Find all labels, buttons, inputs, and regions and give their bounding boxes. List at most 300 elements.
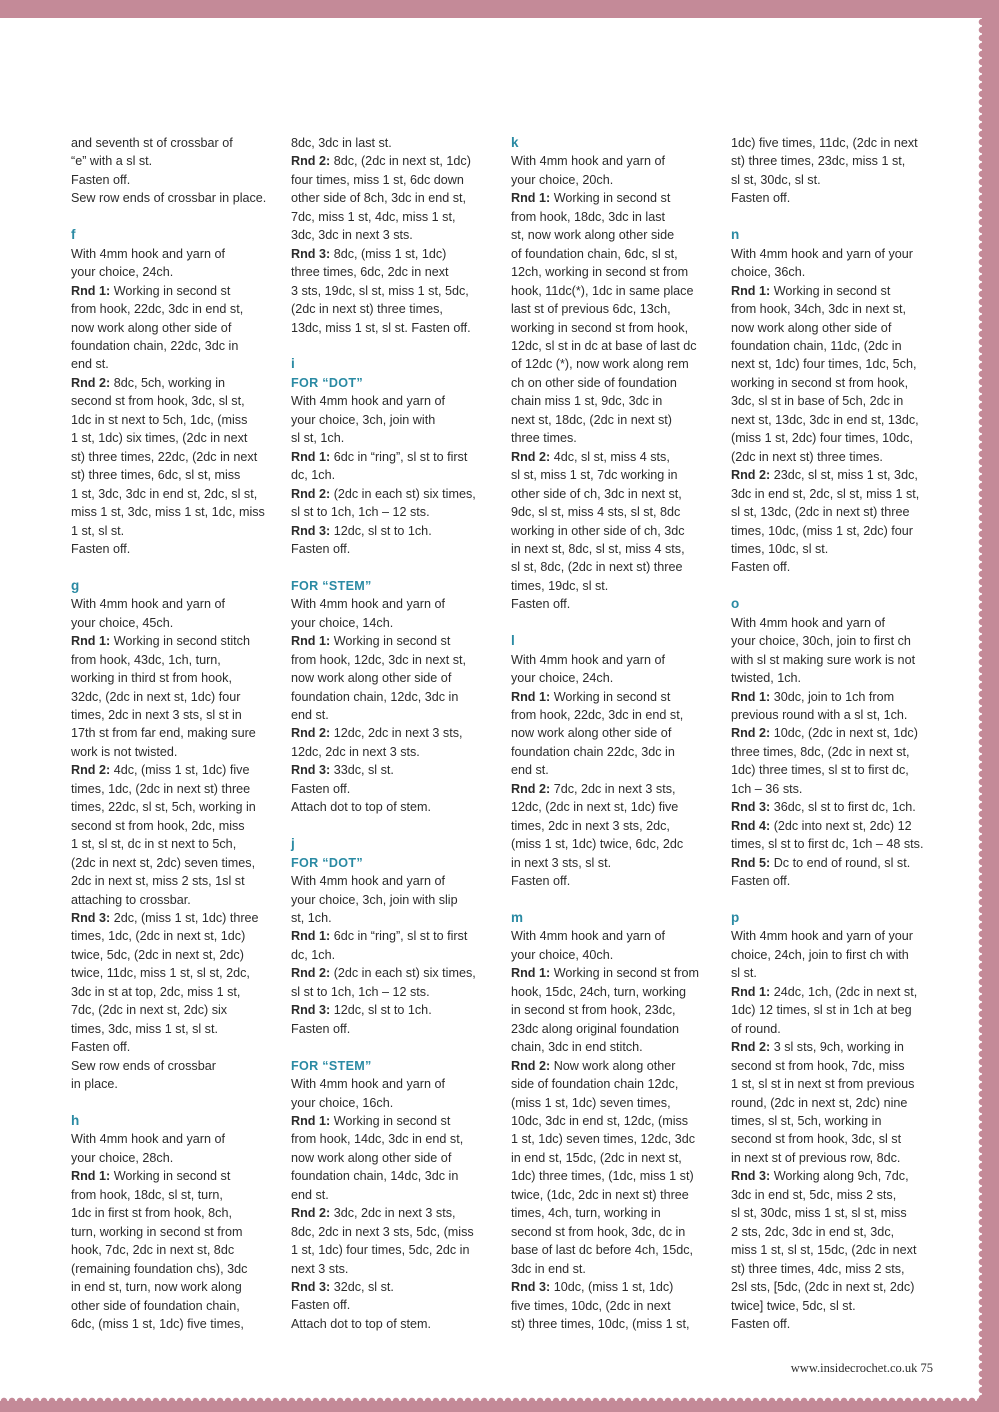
pattern-text-line: 1 st, sl st. — [71, 523, 125, 538]
pattern-text-line: choice, 36ch. — [731, 265, 806, 280]
pattern-text-line: Attach dot to top of stem. — [291, 1316, 432, 1331]
round-text: Working in second st — [113, 283, 231, 298]
round-instruction-line — [291, 152, 496, 170]
pattern-text-line: in end st, 15dc, (2dc in next st, — [511, 1150, 682, 1165]
pattern-text-line: Sew row ends of crossbar — [71, 1058, 216, 1073]
pattern-text-line: dc, 1ch. — [291, 947, 336, 962]
round-text: 10dc, (2dc in next st, 1dc) — [773, 726, 918, 741]
pattern-text-line: st) three times, 22dc, (2dc in next — [71, 449, 258, 464]
round-instruction-line — [291, 1204, 496, 1222]
pattern-text-line: 3 sts, 19dc, sl st, miss 1 st, 5dc, — [291, 283, 469, 298]
pattern-text-line: last st of previous 6dc, 13ch, — [511, 302, 671, 317]
pattern-text-line: foundation chain 22dc, 3dc in — [511, 744, 675, 759]
pattern-text-line: your choice, 30ch, join to first ch — [731, 634, 911, 649]
round-label: Rnd 2: — [731, 1040, 771, 1055]
round-label: Rnd 1: — [731, 689, 771, 704]
pattern-text-line: 23dc along original foundation — [511, 1021, 680, 1036]
pattern-text-line: st) three times, 23dc, miss 1 st, — [731, 154, 906, 169]
pattern-text-line: times, sl st to first dc, 1ch – 48 sts. — [731, 837, 924, 852]
pattern-text-line: With 4mm hook and yarn of — [511, 929, 665, 944]
pattern-text-line: sl st, 30dc, sl st. — [731, 172, 821, 187]
pattern-text-line: 3dc in end st, 5dc, miss 2 sts, — [731, 1187, 897, 1202]
pattern-text-line: end st. — [291, 1187, 329, 1202]
round-instruction-line — [731, 983, 936, 1001]
round-instruction-line — [731, 466, 936, 484]
sub-heading: FOR “DOT” — [291, 855, 363, 870]
pattern-text-line: (miss 1 st, 1dc) seven times, — [511, 1095, 671, 1110]
pattern-text-line: 3dc in end st, 2dc, sl st, miss 1 st, — [731, 486, 920, 501]
pattern-text-line: three times, 6dc, 2dc in next — [291, 265, 449, 280]
text-column-2 — [291, 134, 496, 1333]
round-text: 8dc, 5ch, working in — [113, 375, 225, 390]
pattern-text-line: With 4mm hook and yarn of — [291, 1077, 445, 1092]
section-letter-heading: m — [511, 910, 524, 925]
pattern-text-line: 10dc, 3dc in end st, 12dc, (miss — [511, 1113, 689, 1128]
pattern-text-line: end st. — [291, 708, 329, 723]
pattern-text-line: 1dc in st next to 5ch, 1dc, (miss — [71, 412, 248, 427]
pattern-text-line: 9dc, sl st, miss 4 sts, sl st, 8dc — [511, 505, 681, 520]
pattern-text-line: 7dc, miss 1 st, 4dc, miss 1 st, — [291, 209, 456, 224]
pattern-text-line: sl st, 1ch. — [291, 431, 345, 446]
pattern-text-line: now work along other side of — [731, 320, 892, 335]
pattern-text-line: now work along other side of — [291, 1150, 452, 1165]
pattern-text-line: previous round with a sl st, 1ch. — [731, 708, 908, 723]
page-footer — [768, 1361, 933, 1376]
pattern-text-line: foundation chain, 12dc, 3dc in — [291, 689, 459, 704]
round-text: Working in second st — [773, 283, 891, 298]
pattern-text-line: 2sl sts, [5dc, (2dc in next st, 2dc) — [731, 1280, 915, 1295]
text-column-1 — [71, 134, 276, 1333]
paragraph-gap — [511, 614, 716, 632]
round-text: 36dc, sl st to first dc, 1ch. — [773, 800, 916, 815]
pattern-text-line: next st, 1dc) four times, 1dc, 5ch, — [731, 357, 917, 372]
pattern-text-line: now work along other side of — [71, 320, 232, 335]
round-text: (2dc in each st) six times, — [333, 966, 476, 981]
pattern-text-line: from hook, 12dc, 3dc in next st, — [291, 652, 467, 667]
pattern-text-line: twice, 5dc, (2dc in next st, 2dc) — [71, 947, 244, 962]
round-text: 3 sl sts, 9ch, working in — [773, 1040, 904, 1055]
pattern-text-line: foundation chain, 14dc, 3dc in — [291, 1169, 459, 1184]
round-text: 6dc in “ring”, sl st to first — [333, 929, 468, 944]
pattern-text-line: work is not twisted. — [71, 744, 178, 759]
pattern-text-line: 2dc in next st, miss 2 sts, 1sl st — [71, 874, 245, 889]
round-text: (2dc in each st) six times, — [333, 486, 476, 501]
round-text: 6dc in “ring”, sl st to first — [333, 449, 468, 464]
pattern-text-line: sl st, 13dc, (2dc in next st) three — [731, 505, 910, 520]
pattern-text-line: sl st, 8dc, (2dc in next st) three — [511, 560, 683, 575]
pattern-text-line: With 4mm hook and yarn of — [731, 615, 885, 630]
round-label: Rnd 3: — [291, 1280, 331, 1295]
round-instruction-line — [511, 1057, 716, 1075]
pattern-text-line: 3dc in st at top, 2dc, miss 1 st, — [71, 984, 241, 999]
paragraph-gap — [291, 817, 496, 835]
round-label: Rnd 3: — [511, 1280, 551, 1295]
round-text: 12dc, 2dc in next 3 sts, — [333, 726, 463, 741]
pattern-text-line: second st from hook, 3dc, sl st, — [71, 394, 245, 409]
pattern-text-line: Fasten off. — [291, 781, 351, 796]
pattern-text-line: Fasten off. — [731, 191, 791, 206]
pattern-text-line: your choice, 28ch. — [71, 1150, 174, 1165]
pattern-text-line: With 4mm hook and yarn of your — [731, 246, 913, 261]
pattern-text-line: working in other side of ch, 3dc — [511, 523, 685, 538]
pattern-text-line: times, 3dc, miss 1 st, sl st. — [71, 1021, 218, 1036]
pattern-text-line: times, 1dc, (2dc in next st, 1dc) — [71, 929, 246, 944]
round-text: 8dc, (miss 1 st, 1dc) — [333, 246, 447, 261]
round-label: Rnd 1: — [291, 634, 331, 649]
round-label: Rnd 1: — [291, 1113, 331, 1128]
pattern-text-line: st) three times, 6dc, sl st, miss — [71, 468, 241, 483]
pattern-text-line: other side of foundation chain, — [71, 1298, 240, 1313]
pattern-text-line: 1dc) three times, sl st to first dc, — [731, 763, 909, 778]
round-label: Rnd 2: — [291, 1206, 331, 1221]
round-text: Working along 9ch, 7dc, — [773, 1169, 909, 1184]
round-instruction-line — [731, 1167, 936, 1185]
round-instruction-line — [731, 798, 936, 816]
round-label: Rnd 1: — [731, 283, 771, 298]
sub-heading: FOR “STEM” — [291, 578, 372, 593]
pattern-text-line: chain miss 1 st, 9dc, 3dc in — [511, 394, 663, 409]
round-label: Rnd 2: — [291, 486, 331, 501]
round-text: 4dc, sl st, miss 4 sts, — [553, 449, 670, 464]
pattern-text-line: Fasten off. — [71, 541, 131, 556]
round-instruction-line — [291, 1001, 496, 1019]
round-text: 4dc, (miss 1 st, 1dc) five — [113, 763, 250, 778]
scalloped-edge-right — [975, 18, 982, 1401]
page-number: 75 — [920, 1361, 933, 1375]
pattern-text-line: st) three times, 10dc, (miss 1 st, — [511, 1316, 690, 1331]
round-instruction-line — [71, 909, 276, 927]
section-letter-heading: g — [71, 577, 80, 593]
pattern-text-line: five times, 10dc, (2dc in next — [511, 1298, 671, 1313]
round-text: 23dc, sl st, miss 1 st, 3dc, — [773, 468, 918, 483]
pattern-text-line: and seventh st of crossbar of — [71, 136, 233, 150]
round-text: Now work along other — [553, 1058, 676, 1073]
round-instruction-line — [291, 1112, 496, 1130]
pattern-text-line: times, 10dc, (miss 1 st, 2dc) four — [731, 523, 913, 538]
round-label: Rnd 1: — [511, 966, 551, 981]
round-text: 10dc, (miss 1 st, 1dc) — [553, 1280, 674, 1295]
pattern-text-line: st, now work along other side — [511, 228, 675, 243]
section-letter-heading: f — [71, 227, 76, 243]
pattern-text-line: three times. — [511, 431, 577, 446]
round-instruction-line — [71, 374, 276, 392]
pattern-text-line: second st from hook, 7dc, miss — [731, 1058, 905, 1073]
round-text: 30dc, join to 1ch from — [773, 689, 895, 704]
round-label: Rnd 2: — [291, 726, 331, 741]
pattern-text-line: hook, 15dc, 24ch, turn, working — [511, 984, 687, 999]
pattern-text-line: second st from hook, 2dc, miss — [71, 818, 245, 833]
section-letter-heading: k — [511, 135, 519, 150]
round-instruction-line — [511, 1278, 716, 1296]
pattern-text-line: twisted, 1ch. — [731, 671, 801, 686]
paragraph-gap — [71, 558, 276, 576]
round-label: Rnd 1: — [71, 634, 111, 649]
pattern-text-line: (2dc in next st, 2dc) seven times, — [71, 855, 256, 870]
pattern-text-line: next 3 sts. — [291, 1261, 349, 1276]
pattern-text-line: st) three times, 4dc, miss 2 sts, — [731, 1261, 905, 1276]
round-text: Working in second st — [113, 1169, 231, 1184]
pattern-text-line: your choice, 20ch. — [511, 172, 614, 187]
pattern-text-line: now work along other side of — [291, 671, 452, 686]
text-column-3 — [511, 134, 716, 1333]
pattern-text-line: in second st from hook, 23dc, — [511, 1003, 676, 1018]
round-instruction-line — [731, 1038, 936, 1056]
pattern-text-line: 3dc in end st. — [511, 1261, 586, 1276]
pattern-text-line: miss 1 st, sl st, 15dc, (2dc in next — [731, 1243, 917, 1258]
pattern-text-line: three times, 8dc, (2dc in next st, — [731, 744, 910, 759]
round-label: Rnd 1: — [71, 1169, 111, 1184]
round-label: Rnd 1: — [291, 929, 331, 944]
round-instruction-line — [71, 761, 276, 779]
round-instruction-line — [731, 817, 936, 835]
paragraph-gap — [291, 1038, 496, 1056]
pattern-text-line: miss 1 st, 3dc, miss 1 st, 1dc, miss — [71, 505, 265, 520]
pattern-text-line: 1dc in first st from hook, 8ch, — [71, 1206, 232, 1221]
round-text: 2dc, (miss 1 st, 1dc) three — [113, 911, 259, 925]
pattern-text-line: (miss 1 st, 2dc) four times, 10dc, — [731, 431, 913, 446]
pattern-text-line: twice, (1dc, 2dc in next st) three — [511, 1187, 689, 1202]
pattern-text-line: turn, working in second st from — [71, 1224, 243, 1239]
pattern-text-line: ch on other side of foundation — [511, 375, 677, 390]
round-instruction-line — [291, 761, 496, 779]
pattern-text-line: hook, 7dc, 2dc in next st, 8dc — [71, 1243, 235, 1258]
pattern-text-line: chain, 3dc in end stitch. — [511, 1040, 643, 1055]
pattern-text-line: Fasten off. — [731, 874, 791, 889]
round-instruction-line — [731, 854, 936, 872]
pattern-text-line: With 4mm hook and yarn of — [291, 597, 445, 612]
round-instruction-line — [291, 724, 496, 742]
pattern-text-line: working in second st from hook, — [511, 320, 689, 335]
pattern-text-line: hook, 11dc(*), 1dc in same place — [511, 283, 694, 298]
pattern-text-line: (2dc in next st) three times, — [291, 302, 443, 317]
text-column-4 — [731, 134, 936, 1333]
pattern-text-line: st, 1ch. — [291, 910, 332, 925]
pattern-text-line: 1 st, 3dc, 3dc in end st, 2dc, sl st, — [71, 486, 258, 501]
paragraph-gap — [291, 558, 496, 576]
round-instruction-line — [511, 688, 716, 706]
section-letter-heading: i — [291, 356, 295, 372]
pattern-text-line: four times, miss 1 st, 6dc down — [291, 172, 464, 187]
paragraph-gap — [511, 891, 716, 909]
round-label: Rnd 2: — [71, 763, 111, 778]
round-instruction-line — [731, 688, 936, 706]
pattern-text-line: other side of 8ch, 3dc in end st, — [291, 191, 467, 206]
pattern-text-line: (remaining foundation chs), 3dc — [71, 1261, 248, 1276]
pattern-text-line: with sl st making sure work is not — [731, 652, 916, 667]
paragraph-gap — [71, 1094, 276, 1112]
round-label: Rnd 1: — [731, 984, 771, 999]
pattern-text-line: your choice, 40ch. — [511, 947, 614, 962]
paragraph-gap — [731, 577, 936, 595]
pattern-text-line: round, (2dc in next st, 2dc) nine — [731, 1095, 908, 1110]
pattern-text-line: 12dc, sl st in dc at base of last dc — [511, 338, 697, 353]
paragraph-gap — [731, 208, 936, 226]
round-instruction-line — [291, 485, 496, 503]
round-label: Rnd 2: — [291, 154, 331, 169]
round-label: Rnd 2: — [511, 1058, 551, 1073]
round-instruction-line — [511, 964, 716, 982]
pattern-text-line: your choice, 45ch. — [71, 615, 174, 630]
round-instruction-line — [511, 780, 716, 798]
round-text: Working in second st from — [553, 966, 700, 981]
pattern-text-line: 1 st, 1dc) six times, (2dc in next — [71, 431, 248, 446]
paragraph-gap — [71, 208, 276, 226]
round-label: Rnd 1: — [511, 689, 551, 704]
pattern-text-line: your choice, 24ch. — [71, 265, 174, 280]
pattern-text-line: sl st. — [731, 966, 757, 981]
pattern-text-line: 1 st, 1dc) seven times, 12dc, 3dc — [511, 1132, 696, 1147]
round-label: Rnd 1: — [71, 283, 111, 298]
pattern-text-line: With 4mm hook and yarn of — [511, 154, 665, 169]
pattern-text-line: Fasten off. — [511, 874, 571, 889]
pattern-text-line: in place. — [71, 1077, 118, 1092]
round-label: Rnd 3: — [291, 246, 331, 261]
pattern-text-line: base of last dc before 4ch, 15dc, — [511, 1243, 694, 1258]
pattern-text-line: times, 2dc in next 3 sts, 2dc, — [511, 818, 670, 833]
round-instruction-line — [731, 724, 936, 742]
round-text: Working in second stitch — [113, 634, 250, 649]
round-label: Rnd 5: — [731, 855, 771, 870]
round-text: 3dc, 2dc in next 3 sts, — [333, 1206, 456, 1221]
pattern-text-line: 12ch, working in second st from — [511, 265, 689, 280]
pattern-text-line: 1 st, sl st in next st from previous — [731, 1077, 915, 1092]
pattern-text-line: Attach dot to top of stem. — [291, 800, 432, 815]
round-label: Rnd 3: — [71, 911, 111, 925]
round-instruction-line — [291, 245, 496, 263]
pattern-text-line: times, 19dc, sl st. — [511, 578, 609, 593]
pattern-text-line: from hook, 22dc, 3dc in end st, — [511, 708, 684, 723]
round-instruction-line — [71, 282, 276, 300]
round-text: 12dc, sl st to 1ch. — [333, 1003, 432, 1018]
pattern-text-line: times, 1dc, (2dc in next st) three — [71, 781, 251, 796]
pattern-text-line: your choice, 24ch. — [511, 671, 614, 686]
pattern-text-line: 7dc, (2dc in next st, 2dc) six — [71, 1003, 228, 1018]
round-label: Rnd 2: — [71, 375, 111, 390]
pattern-text-line: other side of ch, 3dc in next st, — [511, 486, 682, 501]
round-text: Working in second st — [333, 634, 451, 649]
pattern-text-line: Sew row ends of crossbar in place. — [71, 191, 267, 206]
pattern-text-line: sl st, 30dc, miss 1 st, sl st, miss — [731, 1206, 907, 1221]
pattern-text-line: times, sl st, 5ch, working in — [731, 1113, 882, 1128]
pattern-text-line: of round. — [731, 1021, 781, 1036]
round-label: Rnd 3: — [731, 800, 771, 815]
pattern-text-line: your choice, 16ch. — [291, 1095, 394, 1110]
pattern-text-line: of foundation chain, 6dc, sl st, — [511, 246, 678, 261]
pattern-text-line: from hook, 18dc, sl st, turn, — [71, 1187, 223, 1202]
round-label: Rnd 2: — [731, 726, 771, 741]
sub-heading: FOR “STEM” — [291, 1058, 372, 1073]
pattern-text-line: 2 sts, 2dc, 3dc in end st, 3dc, — [731, 1224, 895, 1239]
round-text: 12dc, sl st to 1ch. — [333, 523, 432, 538]
pattern-text-line: Fasten off. — [731, 560, 791, 575]
pattern-text-line: in end st, turn, now work along — [71, 1280, 242, 1295]
pattern-text-line: sl st, miss 1 st, 7dc working in — [511, 468, 678, 483]
round-instruction-line — [511, 189, 716, 207]
pattern-text-line: 1 st, sl st, dc in st next to 5ch, — [71, 837, 237, 852]
pattern-text-line: 1dc) five times, 11dc, (2dc in next — [731, 136, 918, 150]
pattern-text-line: second st from hook, 3dc, dc in — [511, 1224, 686, 1239]
round-instruction-line — [291, 522, 496, 540]
pattern-text-line: 12dc, 2dc in next 3 sts. — [291, 744, 420, 759]
round-instruction-line — [291, 448, 496, 466]
round-instruction-line — [291, 1278, 496, 1296]
pattern-text-line: times, 10dc, sl st. — [731, 541, 829, 556]
pattern-text-line: (2dc in next st) three times. — [731, 449, 883, 464]
pattern-text-line: times, 4ch, turn, working in — [511, 1206, 661, 1221]
paragraph-gap — [731, 891, 936, 909]
pattern-text-line: Fasten off. — [71, 1040, 131, 1055]
pattern-text-line: working in third st from hook, — [71, 671, 232, 686]
pattern-text-line: foundation chain, 11dc, (2dc in — [731, 338, 902, 353]
pattern-text-line: 1dc) three times, (1dc, miss 1 st) — [511, 1169, 694, 1184]
pattern-text-line: from hook, 14dc, 3dc in end st, — [291, 1132, 464, 1147]
pattern-text-line: working in second st from hook, — [731, 375, 909, 390]
round-text: Working in second st — [553, 191, 671, 206]
pattern-text-line: from hook, 34ch, 3dc in next st, — [731, 302, 907, 317]
pattern-text-line: next st, 13dc, 3dc in end st, 13dc, — [731, 412, 919, 427]
pattern-text-line: 32dc, (2dc in next st, 1dc) four — [71, 689, 241, 704]
pattern-text-line: 8dc, 2dc in next 3 sts, 5dc, (miss — [291, 1224, 474, 1239]
pattern-text-line: second st from hook, 3dc, sl st — [731, 1132, 902, 1147]
pattern-text-line: from hook, 22dc, 3dc in end st, — [71, 302, 244, 317]
pattern-text-line: With 4mm hook and yarn of — [511, 652, 665, 667]
section-letter-heading: l — [511, 633, 515, 649]
round-label: Rnd 3: — [291, 523, 331, 538]
round-text: (2dc into next st, 2dc) 12 — [773, 818, 912, 833]
round-text: 32dc, sl st. — [333, 1280, 394, 1295]
pattern-text-line: 17th st from far end, making sure — [71, 726, 256, 741]
pattern-text-line: 8dc, 3dc in last st. — [291, 136, 392, 150]
pattern-text-line: times, 2dc in next 3 sts, sl st in — [71, 708, 242, 723]
pattern-text-line: from hook, 43dc, 1ch, turn, — [71, 652, 221, 667]
round-instruction-line — [511, 448, 716, 466]
pattern-text-line: Fasten off. — [291, 1021, 351, 1036]
round-label: Rnd 3: — [291, 1003, 331, 1018]
section-letter-heading: n — [731, 227, 740, 243]
round-label: Rnd 3: — [291, 763, 331, 778]
pattern-text-line: of 12dc (*), now work along rem — [511, 357, 689, 372]
pattern-text-line: 13dc, miss 1 st, sl st. Fasten off. — [291, 320, 471, 335]
round-instruction-line — [731, 282, 936, 300]
round-label: Rnd 2: — [291, 966, 331, 981]
pattern-text-line: attaching to crossbar. — [71, 892, 191, 907]
pattern-text-line: your choice, 3ch, join with — [291, 412, 436, 427]
round-text: Working in second st — [333, 1113, 451, 1128]
pattern-text-line: 6dc, (miss 1 st, 1dc) five times, — [71, 1316, 244, 1331]
round-instruction-line — [71, 632, 276, 650]
pattern-text-line: in next st, 8dc, sl st, miss 4 sts, — [511, 541, 685, 556]
pattern-text-line: in next 3 sts, sl st. — [511, 855, 612, 870]
round-text: 8dc, (2dc in next st, 1dc) — [333, 154, 471, 169]
pattern-text-line: “e” with a sl st. — [71, 154, 153, 169]
pattern-text-line: twice, 11dc, miss 1 st, sl st, 2dc, — [71, 966, 250, 981]
pattern-text-line: in next st of previous row, 8dc. — [731, 1150, 901, 1165]
round-text: 7dc, 2dc in next 3 sts, — [553, 781, 676, 796]
pattern-text-line: foundation chain, 22dc, 3dc in — [71, 338, 239, 353]
pattern-text-line: With 4mm hook and yarn of — [291, 394, 445, 409]
pattern-text-line: end st. — [71, 357, 109, 372]
pattern-text-line: Fasten off. — [291, 541, 351, 556]
pattern-text-line: With 4mm hook and yarn of — [291, 874, 445, 889]
pattern-text-line: twice] twice, 5dc, sl st. — [731, 1298, 856, 1313]
pattern-text-line: sl st to 1ch, 1ch – 12 sts. — [291, 984, 430, 999]
pattern-text-line: times, 22dc, sl st, 5ch, working in — [71, 800, 256, 815]
pattern-text-line: 12dc, (2dc in next st, 1dc) five — [511, 800, 679, 815]
round-instruction-line — [71, 1167, 276, 1185]
pattern-text-line: side of foundation chain 12dc, — [511, 1077, 679, 1092]
round-label: Rnd 2: — [511, 449, 551, 464]
pattern-text-line: With 4mm hook and yarn of your — [731, 929, 913, 944]
